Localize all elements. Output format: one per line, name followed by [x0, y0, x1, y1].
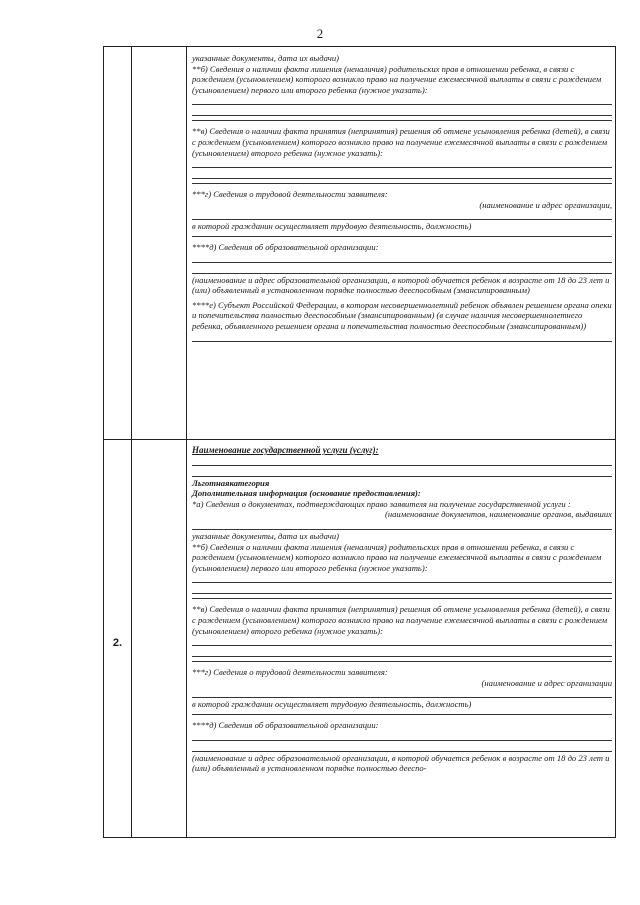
row1-item-b-line[interactable] — [192, 106, 612, 116]
row1-item-g-cont: в которой гражданин осуществляет трудовую деятельность, должность) — [192, 221, 472, 232]
row1-content — [192, 53, 612, 343]
row2-item-a-line[interactable] — [192, 520, 612, 530]
row1-item-b: **б) Сведения о наличии факта лишения (неналичия) родительских прав в отношении ребенка, в связи с рождением (усыновлением) которого возникло право на получение ежемесячной выплаты в связи с рождением (усыновлением) первого или второго ребенка (нужное указать): — [192, 63, 602, 95]
row2-item-v-line[interactable] — [192, 647, 612, 657]
row1-item-v-line[interactable] — [192, 169, 612, 179]
row1-item-v: **в) Сведения о наличии факта принятия (непринятия) решения об отмене усыновления ребенка (детей), в связи с рождением (усыновлением) которого возникло право на получение ежемесячной выплаты в связи с рождением (усыновлением) второго ребенка (нужное указать): — [192, 126, 610, 158]
divider — [192, 236, 612, 237]
row1-item-d-line[interactable] — [192, 253, 612, 263]
row1-item-d: ****д) Сведения об образовательной организации: — [192, 241, 379, 252]
divider — [192, 120, 612, 121]
page-number: 2 — [316, 26, 324, 41]
row2-item-b-line[interactable] — [192, 573, 612, 583]
divider — [192, 598, 612, 599]
service-title-line[interactable] — [192, 456, 612, 466]
row1-item-b-line[interactable] — [192, 95, 612, 105]
service-title: Наименование государственной услуги (услуг): — [192, 445, 379, 455]
additional-info-label: Дополнительная информация (основание предоставления): — [192, 488, 421, 499]
row1-item-g: ***г) Сведения о трудовой деятельности заявителя: — [192, 189, 388, 200]
row1-item-g-hint: (наименование и адрес организации, — [479, 199, 612, 210]
row2-item-a-cont: указанные документы, дата их выдачи) — [192, 530, 340, 541]
form-table — [103, 46, 616, 838]
row-divider — [104, 439, 615, 440]
row1-item-d-line[interactable] — [192, 264, 612, 274]
row2-item-v: **в) Сведения о наличии факта принятия (непринятия) решения об отмене усыновления ребенка (детей), в связи с рождением (усыновлением) которого возникло право на получение ежемесячной выплаты в связи с рождением (усыновлением) второго ребенка (нужное указать): — [192, 604, 610, 636]
column-divider — [186, 47, 187, 837]
row2-item-g-cont: в которой гражданин осуществляет трудовую деятельность, должность) — [192, 699, 472, 710]
row2-item-g-hint: (наименование и адрес организации — [481, 677, 612, 688]
row2-content — [192, 445, 612, 774]
divider — [192, 714, 612, 715]
row2-item-d-hint: (наименование и адрес образовательной организации, в которой обучается ребенок в возрасте от 18 до 23 лет и (или) объявленный в установленном порядке полностью дееспо- — [192, 752, 610, 774]
service-title-line[interactable] — [192, 467, 612, 477]
row1-item-e-line[interactable] — [192, 332, 612, 342]
divider — [192, 183, 612, 184]
row2-item-a: *а) Сведения о документах, подтверждающих право заявителя на получение государственной услуги : — [192, 498, 571, 509]
row2-item-g: ***г) Сведения о трудовой деятельности заявителя: — [192, 667, 388, 678]
row2-item-v-line[interactable] — [192, 636, 612, 646]
category-label: Льготнаякатегория — [192, 477, 270, 488]
column-divider — [131, 47, 132, 837]
row2-item-b-line[interactable] — [192, 584, 612, 594]
row2-item-d: ****д) Сведения об образовательной организации: — [192, 719, 379, 730]
row1-item-e: ****е) Субъект Российской Федерации, в котором несовершеннолетний ребенок объявлен решением органа опеки и попечительства полностью дееспособным (эмансипированным) (в случае наличия несовершеннолетнего ребенка, объявленного решением органа и попечительства полностью дееспособным (эмансипированным)) — [192, 299, 612, 331]
row1-doc-tail: указанные документы, дата их выдачи) — [192, 53, 340, 63]
divider — [192, 661, 612, 662]
row2-item-g-line[interactable] — [192, 688, 612, 698]
row2-item-a-hint: (наименование документов, наименование органов, выдавших — [385, 509, 612, 520]
row1-item-d-hint: (наименование и адрес образовательной организации, в которой обучается ребенок в возрасте от 18 до 23 лет и (или) объявленный в установленном порядке полностью дееспособным (эмансипированным) — [192, 274, 610, 296]
row2-item-d-line[interactable] — [192, 742, 612, 752]
row2-item-b: **б) Сведения о наличии факта лишения (неналичия) родительских прав в отношении ребенка, в связи с рождением (усыновлением) которого возникло право на получение ежемесячной выплаты в связи с рождением (усыновлением) первого или второго ребенка (нужное указать): — [192, 541, 602, 573]
row2-item-d-line[interactable] — [192, 731, 612, 741]
row1-item-v-line[interactable] — [192, 158, 612, 168]
row-number: 2. — [112, 637, 123, 649]
row1-item-g-line[interactable] — [192, 210, 612, 220]
